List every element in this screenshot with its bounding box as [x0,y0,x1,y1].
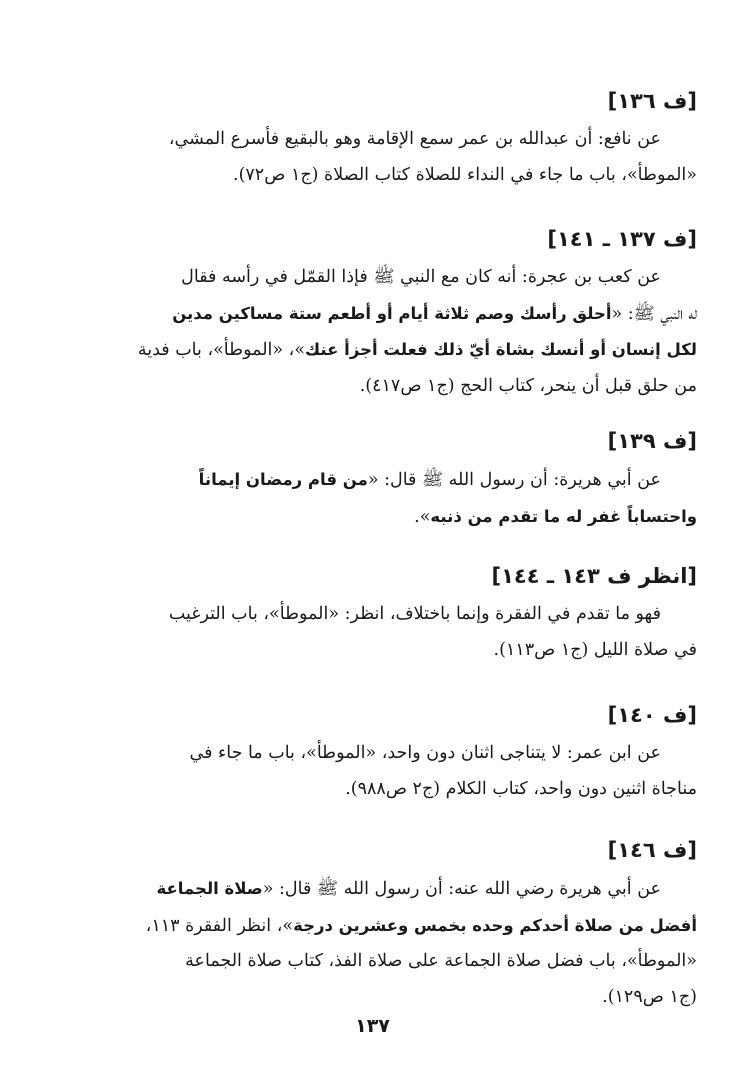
section-3 [48,426,697,535]
bold-text-run: من قام رمضان إيماناً [198,470,368,489]
section-heading: [ف ١٣٧ ـ ١٤١] [547,227,697,251]
section-6 [48,835,697,1015]
paragraph-line [48,871,697,908]
section-paragraph [48,871,697,1015]
bold-text-run: أفضل من صلاة أحدكم وحده بخمس وعشرين درجة [293,915,697,935]
paragraph-line [48,980,697,1016]
section-5 [48,700,697,807]
section-paragraph [48,260,697,404]
paragraph-line [48,369,697,405]
section-2 [48,224,697,404]
text-run: »، انظر الفقرة ١١٣، [145,915,294,936]
section-heading: [ف ١٣٦] [607,89,697,113]
text-run: عن ابن عمر: لا يتناجى اثنان دون واحد، «الموطأ»، باب ما جاء في [189,743,661,763]
paragraph-line [48,122,697,158]
paragraph-line [48,499,697,536]
text-run: ». [414,506,431,527]
section-paragraph [48,122,697,193]
text-run: مناجاة اثنين دون واحد، كتاب الكلام (ج٢ ص٩٨٨). [345,778,697,799]
paragraph-line [48,633,697,669]
section-heading: [ف ١٣٩] [607,429,697,453]
paragraph-line [48,772,697,808]
paragraph-line [48,260,697,296]
bold-text-run: صلاة الجماعة [156,879,263,898]
paragraph-line [48,158,697,194]
text-run: عن أبي هريرة: أن رسول الله ﷺ قال: « [367,470,661,490]
text-run: من حلق قبل أن ينحر، كتاب الحج (ج١ ص٤١٧). [359,375,697,396]
paragraph-line [48,908,697,945]
section-1 [48,86,697,193]
text-run: »، «الموطأ»، باب فدية [137,340,306,360]
text-run: فهو ما تقدم في الفقرة وإنما باختلاف، انظر: «الموطأ»، باب الترغيب [168,604,661,624]
text-run: عن نافع: أن عبدالله بن عمر سمع الإقامة وهو بالبقيع فأسرع المشي، [168,129,661,149]
section-paragraph [48,736,697,807]
paragraph-line [48,736,697,772]
text-run: (ج١ ص١٢٩). [602,986,697,1007]
text-run: في صلاة الليل (ج١ ص١١٣). [493,639,697,660]
paragraph-line [48,332,697,369]
section-paragraph [48,462,697,535]
section-heading: [ف ١٤٠] [607,703,697,727]
text-run: «الموطأ»، باب فضل صلاة الجماعة على صلاة الفذ، كتاب صلاة الجماعة [185,951,697,971]
paragraph-line [48,944,697,980]
section-4 [48,561,697,668]
bold-text-run: واحتساباً غفر له ما تقدم من ذنبه [430,506,697,526]
text-run: عن أبي هريرة رضي الله عنه: أن رسول الله ﷺ قال: « [262,879,661,899]
paragraph-line [48,597,697,633]
paragraph-line [48,296,697,333]
section-heading: [انظر ف ١٤٣ ـ ١٤٤] [491,564,697,588]
bold-text-run: لكل إنسان أو أنسك بشاة أيّ ذلك فعلت أجزأ عنك [305,340,697,359]
page-number: ١٣٧ [355,1015,390,1037]
section-paragraph [48,597,697,668]
text-run: له النبي ﷺ: « [611,303,697,324]
section-heading: [ف ١٤٦] [607,838,697,862]
bold-text-run: أحلق رأسك وصم ثلاثة أيام أو أطعم ستة مساكين مدين [172,303,612,323]
paragraph-line [48,462,697,499]
text-run: «الموطأ»، باب ما جاء في النداء للصلاة كتاب الصلاة (ج١ ص٧٢). [233,164,697,185]
text-run: عن كعب بن عجرة: أنه كان مع النبي ﷺ فإذا القمّل في رأسه فقال [181,267,661,287]
